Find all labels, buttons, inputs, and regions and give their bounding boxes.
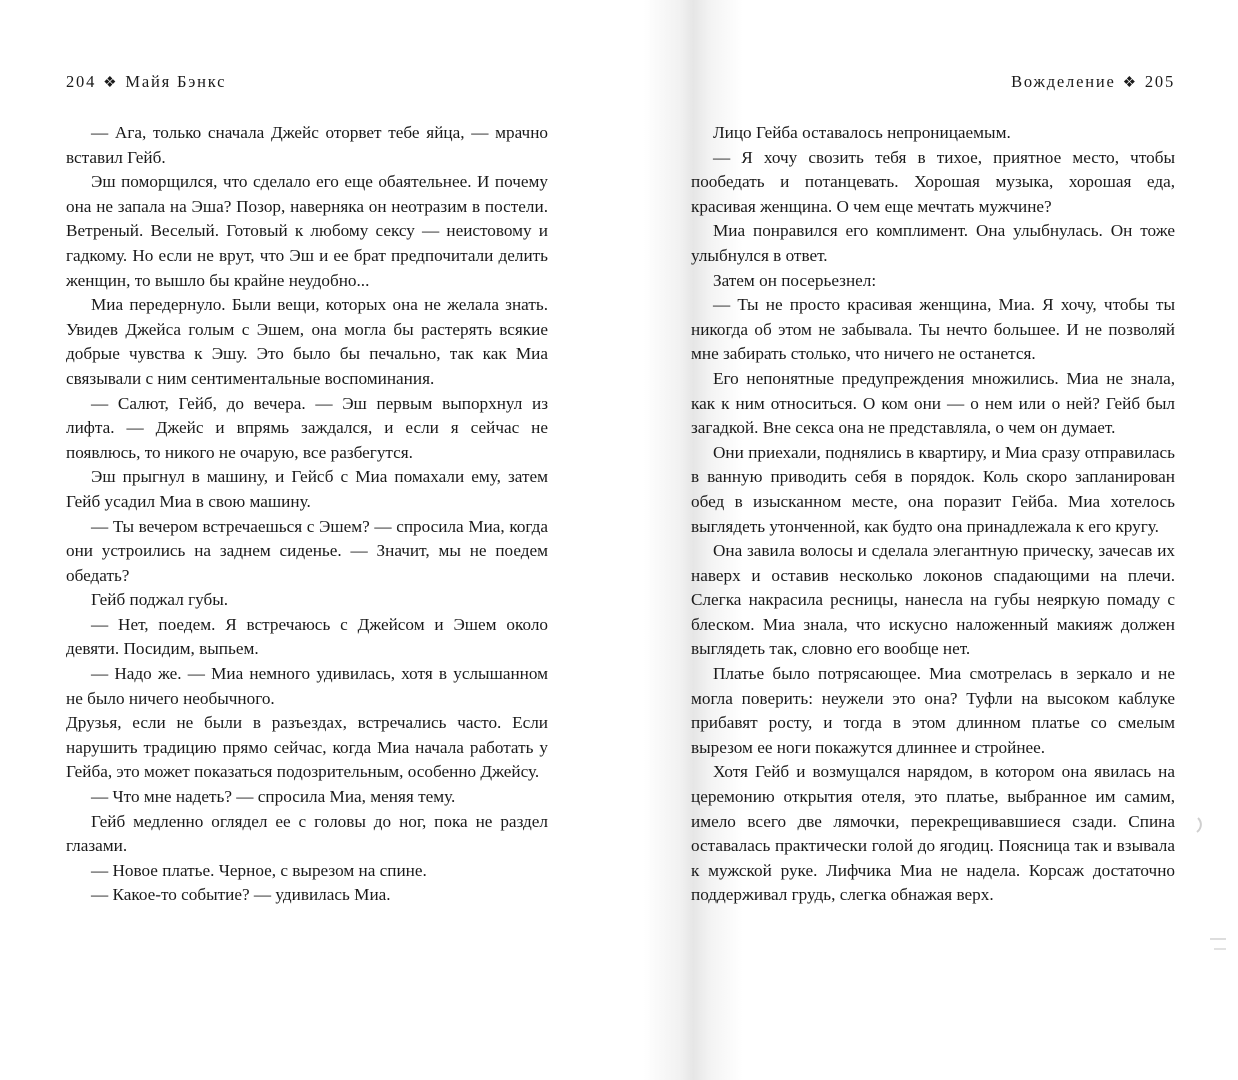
paragraph: Лицо Гейба оставалось непроницаемым. — [713, 123, 1011, 142]
paragraph: — Что мне надеть? — спросила Миа, меняя тему. — [91, 787, 456, 807]
paragraph: — Ты не просто красивая женщина, Миа. Я хочу, чтобы ты никогда об этом не забывала. Ты нечто большее. И не позволяй мне забирать столько, что ничего не останется. — [691, 295, 1175, 364]
paragraph: — Нет, поедем. Я встречаюсь с Джейсом и Эшем около девяти. Посидим, выпьем. — [66, 614, 548, 659]
page-edge-bleed-icon — [1180, 810, 1230, 990]
paragraph: — Ага, только сначала Джейс оторвет тебе яйца, — мрачно вставил Гейб. — [66, 123, 548, 167]
paragraph: Она завила волосы и сделала элегантную прическу, зачесав их наверх и оставив несколько локонов спадающими на плечи. Слегка накрасила ресницы, нанесла на губы неяркую помаду с блеском. Миа знала, что искусно наложенный макияж должен выглядеть так, словно его вообще нет. — [691, 541, 1175, 659]
paragraph: Миа передернуло. Были вещи, которых она не желала знать. Увидев Джейса голым с Эшем, она могла бы растерять всякие добрые чувства к Эшу. Это было бы печально, так как Миа связывали с ним сентиментальные воспоминания. — [66, 295, 548, 388]
paragraph: Хотя Гейб и возмущался нарядом, в котором она явилась на церемонию открытия отеля, это платье, выбранное им самим, имело всего две лямочки, перекрещивавшиеся сзади. Спина оставалась практически голой до ягодиц. Поясница так и взывала к мужской руке. Лифчика Миа не надела. Корсаж достаточно поддерживал грудь, слегка обнажая верх. — [691, 762, 1175, 905]
paragraph: Эш прыгнул в машину, и Гейсб с Миа помахали ему, затем Гейб усадил Миа в свою машину. — [66, 467, 548, 511]
page-number-right: 205 — [1144, 72, 1175, 91]
fleuron-ornament-icon: ❖ — [103, 75, 119, 91]
fleuron-ornament-icon: ❖ — [1122, 75, 1138, 91]
paragraph: Они приехали, поднялись в квартиру, и Миа сразу отправилась в ванную приводить себя в порядок. Коль скоро запланирован обед в изысканном месте, она поразит Гейба. Миа хотелось выглядеть утонченной, как будто она принадлежала к его кругу. — [691, 442, 1175, 536]
paragraph: — Я хочу свозить тебя в тихое, приятное место, чтобы пообедать и потанцевать. Хорошая музыка, хорошая еда, красивая женщина. О чем еще мечтать мужчине? — [691, 147, 1175, 216]
paragraph: Гейб поджал губы. — [91, 590, 229, 610]
left-page-text — [66, 121, 548, 908]
book-title: Вожделение — [1011, 72, 1116, 91]
paragraph: Гейб медленно оглядел ее с головы до ног, пока не раздел глазами. — [66, 811, 548, 856]
right-page-text — [691, 121, 1175, 908]
paragraph: Его непонятные предупреждения множились. Миа не знала, как к ним относиться. О ком они — о нем или о ней? Гейб был загадкой. Вне секса она не представляла, о чем он думает. — [691, 368, 1175, 438]
paragraph: — Надо же. — Миа немного удивилась, хотя в услышанном не было ничего необычного. — [66, 664, 548, 708]
paragraph: Друзья, если не были в разъездах, встречались часто. Если нарушить традицию прямо сейчас, когда Миа начала работать у Гейба, это может показаться подозрительным, особенно Джейсу. — [66, 713, 548, 782]
paragraph: — Какое-то событие? — удивилась Миа. — [91, 885, 391, 905]
paragraph: Платье было потрясающее. Миа смотрелась в зеркало и не могла поверить: неужели это она? Туфли на высоком каблуке прибавят росту, и тогда в этом длинном платье со смелым вырезом ее ноги покажутся длиннее и стройнее. — [691, 664, 1175, 757]
page-number-left: 204 — [66, 72, 97, 91]
right-page — [691, 0, 1175, 1080]
paragraph: — Новое платье. Черное, с вырезом на спине. — [91, 860, 427, 880]
running-head-right — [691, 70, 1175, 95]
paragraph: Эш поморщился, что сделало его еще обаятельнее. И почему она не запала на Эша? Позор, наверняка он неотразим в постели. Ветреный. Веселый. Готовый к любому сексу — неистовому и гадкому. Но если не врут, что Эш и ее брат предпочитали делить женщин, то вышло бы крайне неудобно... — [66, 172, 548, 290]
author-name: Майя Бэнкс — [125, 72, 227, 91]
paragraph: Миа понравился его комплимент. Она улыбнулась. Он тоже улыбнулся в ответ. — [691, 221, 1175, 265]
running-head-left — [66, 70, 548, 95]
paragraph: — Ты вечером встречаешься с Эшем? — спросила Миа, когда они устроились на заднем сиденье. — Значит, мы не поедем обедать? — [66, 516, 548, 585]
paragraph: — Салют, Гейб, до вечера. — Эш первым выпорхнул из лифта. — Джейс и впрямь заждался, и если я сейчас не появлюсь, то никого не очарую, все разбегутся. — [66, 393, 548, 462]
paragraph: Затем он посерьезнел: — [713, 270, 877, 290]
left-page — [66, 0, 548, 1080]
